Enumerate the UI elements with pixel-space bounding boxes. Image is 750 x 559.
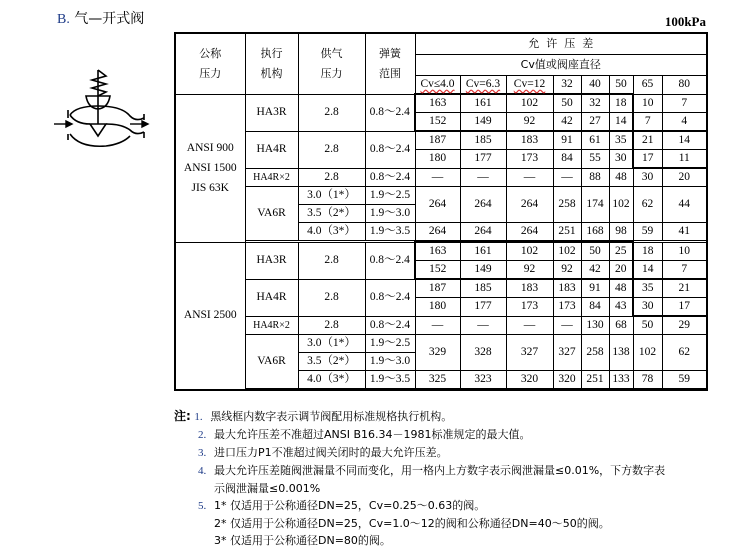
value-cell: 183 xyxy=(553,279,581,298)
value-cell: — xyxy=(460,168,506,187)
value-cell: 30 xyxy=(609,150,633,169)
value-cell: 264 xyxy=(415,187,460,223)
value-cell: 187 xyxy=(415,131,460,150)
cv-col-header: Cv≤4.0 xyxy=(415,76,460,95)
value-cell: 258 xyxy=(581,335,609,371)
value-cell: 323 xyxy=(460,371,506,389)
actuator-cell: HA4R×2 xyxy=(245,316,298,335)
value-cell: 264 xyxy=(506,187,553,223)
value-cell: 48 xyxy=(609,168,633,187)
value-cell: 328 xyxy=(460,335,506,371)
value-cell: 149 xyxy=(460,113,506,132)
table-row xyxy=(175,187,707,205)
note-3: 3. 进口压力P1不准超过阀关闭时的最大允许压差。 xyxy=(198,446,448,459)
value-cell: 14 xyxy=(609,113,633,132)
value-cell: 98 xyxy=(609,223,633,241)
value-cell: 50 xyxy=(633,316,662,335)
value-cell: 50 xyxy=(581,242,609,261)
value-cell: 185 xyxy=(460,131,506,150)
actuator-cell: HA3R xyxy=(245,94,298,131)
value-cell: 185 xyxy=(460,279,506,298)
note-1: 注: 1. 黑线框内数字表示调节阀配用标准规格执行机构。 xyxy=(174,409,453,423)
header-nominal-pressure: 公称 压力 xyxy=(175,33,245,94)
value-cell: 102 xyxy=(609,187,633,223)
table-row xyxy=(175,242,707,261)
value-cell: — xyxy=(415,316,460,335)
value-cell: 43 xyxy=(609,298,633,317)
unit-label: 100kPa xyxy=(664,14,706,29)
value-cell: 168 xyxy=(581,223,609,241)
value-cell: 180 xyxy=(415,298,460,317)
value-cell: 17 xyxy=(633,150,662,169)
value-cell: — xyxy=(415,168,460,187)
value-cell: 187 xyxy=(415,279,460,298)
value-cell: 251 xyxy=(553,223,581,241)
value-cell: 48 xyxy=(609,279,633,298)
value-cell: 11 xyxy=(662,150,707,169)
supply-cell: 3.0（1*） xyxy=(298,335,365,353)
actuator-cell: HA4R×2 xyxy=(245,168,298,187)
value-cell: 329 xyxy=(415,335,460,371)
value-cell: 88 xyxy=(581,168,609,187)
note-4-continuation: 示阀泄漏量≤0.001% xyxy=(214,482,321,495)
supply-cell: 3.5（2*） xyxy=(298,205,365,223)
value-cell: 177 xyxy=(460,298,506,317)
supply-cell: 2.8 xyxy=(298,279,365,316)
actuator-cell: HA4R xyxy=(245,131,298,168)
value-cell: 102 xyxy=(553,242,581,261)
value-cell: 20 xyxy=(609,261,633,280)
allowable-pressure-table xyxy=(174,32,708,391)
spring-cell: 0.8～2.4 xyxy=(365,316,415,335)
spring-cell: 0.8～2.4 xyxy=(365,94,415,131)
value-cell: 251 xyxy=(581,371,609,389)
value-cell: 152 xyxy=(415,261,460,280)
header-allowable-dp: 允 许 压 差 xyxy=(415,33,707,55)
value-cell: 4 xyxy=(662,113,707,132)
table-row xyxy=(175,131,707,150)
spring-cell: 1.9～2.5 xyxy=(365,335,415,353)
actuator-cell: VA6R xyxy=(245,335,298,389)
note-4: 4. 最大允许压差随阀泄漏量不同而变化，用一格内上方数字表示阀泄漏量≤0.01%，下方数字表 xyxy=(198,464,666,477)
value-cell: 84 xyxy=(581,298,609,317)
value-cell: 163 xyxy=(415,94,460,113)
supply-cell: 3.0（1*） xyxy=(298,187,365,205)
value-cell: 59 xyxy=(633,223,662,241)
value-cell: 133 xyxy=(609,371,633,389)
header-supply-pressure: 供气 压力 xyxy=(298,33,365,94)
actuator-cell: HA3R xyxy=(245,242,298,279)
value-cell: 92 xyxy=(553,261,581,280)
value-cell: 163 xyxy=(415,242,460,261)
value-cell: 174 xyxy=(581,187,609,223)
value-cell: 91 xyxy=(553,131,581,150)
value-cell: 264 xyxy=(506,223,553,241)
value-cell: — xyxy=(506,316,553,335)
notes-section xyxy=(174,408,665,549)
value-cell: 30 xyxy=(633,168,662,187)
value-cell: 320 xyxy=(553,371,581,389)
value-cell: 102 xyxy=(506,242,553,261)
value-cell: 7 xyxy=(633,113,662,132)
spring-cell: 1.9～3.0 xyxy=(365,205,415,223)
value-cell: 10 xyxy=(662,242,707,261)
value-cell: 18 xyxy=(633,242,662,261)
value-cell: 183 xyxy=(506,131,553,150)
value-cell: 17 xyxy=(662,298,707,317)
value-cell: 183 xyxy=(506,279,553,298)
cv-col-header: 80 xyxy=(662,76,707,95)
note-5-sub-3: 3* 仅适用于公称通径DN=80的阀。 xyxy=(214,534,391,547)
value-cell: 264 xyxy=(415,223,460,241)
air-to-open-valve-symbol-icon xyxy=(50,66,150,156)
value-cell: 21 xyxy=(662,279,707,298)
value-cell: 41 xyxy=(662,223,707,241)
supply-cell: 4.0（3*） xyxy=(298,223,365,241)
value-cell: 50 xyxy=(553,94,581,113)
value-cell: 102 xyxy=(506,94,553,113)
value-cell: 327 xyxy=(506,335,553,371)
actuator-cell: HA4R xyxy=(245,279,298,316)
spring-cell: 0.8～2.4 xyxy=(365,168,415,187)
value-cell: 10 xyxy=(633,94,662,113)
actuator-cell: VA6R xyxy=(245,187,298,241)
value-cell: 20 xyxy=(662,168,707,187)
nominal-pressure-cell: ANSI 2500 xyxy=(175,242,245,390)
table-row xyxy=(175,94,707,113)
value-cell: 92 xyxy=(506,113,553,132)
value-cell: 61 xyxy=(581,131,609,150)
value-cell: 35 xyxy=(633,279,662,298)
value-cell: 173 xyxy=(553,298,581,317)
table-row xyxy=(175,168,707,187)
value-cell: 78 xyxy=(633,371,662,389)
value-cell: — xyxy=(506,168,553,187)
value-cell: 42 xyxy=(553,113,581,132)
value-cell: 55 xyxy=(581,150,609,169)
spring-cell: 0.8～2.4 xyxy=(365,242,415,279)
header-cv-or-seat: Cv值或阀座直径 xyxy=(415,55,707,76)
nominal-pressure-cell: ANSI 900 ANSI 1500 JIS 63K xyxy=(175,94,245,242)
supply-cell: 4.0（3*） xyxy=(298,371,365,389)
supply-cell: 2.8 xyxy=(298,94,365,131)
value-cell: 161 xyxy=(460,94,506,113)
cv-col-header: 50 xyxy=(609,76,633,95)
value-cell: — xyxy=(553,316,581,335)
value-cell: — xyxy=(553,168,581,187)
value-cell: 68 xyxy=(609,316,633,335)
value-cell: 30 xyxy=(633,298,662,317)
value-cell: 327 xyxy=(553,335,581,371)
value-cell: 91 xyxy=(581,279,609,298)
cv-col-header: Cv=6.3 xyxy=(460,76,506,95)
value-cell: 7 xyxy=(662,94,707,113)
value-cell: 7 xyxy=(662,261,707,280)
header-actuator: 执行 机构 xyxy=(245,33,298,94)
value-cell: 325 xyxy=(415,371,460,389)
value-cell: 25 xyxy=(609,242,633,261)
spring-cell: 1.9～3.0 xyxy=(365,353,415,371)
supply-cell: 2.8 xyxy=(298,316,365,335)
cv-col-header: Cv=12 xyxy=(506,76,553,95)
value-cell: 62 xyxy=(662,335,707,371)
value-cell: 173 xyxy=(506,150,553,169)
value-cell: 264 xyxy=(460,187,506,223)
cv-col-header: 32 xyxy=(553,76,581,95)
value-cell: 258 xyxy=(553,187,581,223)
table-row xyxy=(175,335,707,353)
supply-cell: 3.5（2*） xyxy=(298,353,365,371)
spring-cell: 1.9～3.5 xyxy=(365,371,415,389)
value-cell: 92 xyxy=(506,261,553,280)
value-cell: 18 xyxy=(609,94,633,113)
value-cell: 44 xyxy=(662,187,707,223)
value-cell: 29 xyxy=(662,316,707,335)
value-cell: 14 xyxy=(633,261,662,280)
table-row xyxy=(175,279,707,298)
value-cell: 62 xyxy=(633,187,662,223)
spring-cell: 0.8～2.4 xyxy=(365,279,415,316)
spring-cell: 1.9～3.5 xyxy=(365,223,415,241)
section-letter: B. xyxy=(57,12,70,27)
value-cell: 42 xyxy=(581,261,609,280)
value-cell: 177 xyxy=(460,150,506,169)
note-2: 2. 最大允许压差不准超过ANSI B16.34－1981标准规定的最大值。 xyxy=(198,428,531,441)
cv-col-header: 65 xyxy=(633,76,662,95)
supply-cell: 2.8 xyxy=(298,168,365,187)
value-cell: 32 xyxy=(581,94,609,113)
value-cell: — xyxy=(460,316,506,335)
cv-col-header: 40 xyxy=(581,76,609,95)
spring-cell: 1.9～2.5 xyxy=(365,187,415,205)
notes-label: 注: xyxy=(174,409,191,423)
supply-cell: 2.8 xyxy=(298,242,365,279)
value-cell: 130 xyxy=(581,316,609,335)
header-spring-range: 弹簧 范围 xyxy=(365,33,415,94)
value-cell: 35 xyxy=(609,131,633,150)
section-title-text: 气—开式阀 xyxy=(74,11,145,27)
note-5-sub-2: 2* 仅适用于公称通径DN=25，Cv=1.0～12的阀和公称通径DN=40～50的阀。 xyxy=(214,517,610,530)
value-cell: 161 xyxy=(460,242,506,261)
spring-cell: 0.8～2.4 xyxy=(365,131,415,168)
value-cell: 14 xyxy=(662,131,707,150)
value-cell: 152 xyxy=(415,113,460,132)
section-title xyxy=(57,8,144,28)
value-cell: 102 xyxy=(633,335,662,371)
value-cell: 27 xyxy=(581,113,609,132)
value-cell: 320 xyxy=(506,371,553,389)
value-cell: 84 xyxy=(553,150,581,169)
note-5: 5. 1* 仅适用于公称通径DN=25，Cv=0.25～0.63的阀。 xyxy=(198,499,486,512)
value-cell: 138 xyxy=(609,335,633,371)
value-cell: 59 xyxy=(662,371,707,389)
value-cell: 264 xyxy=(460,223,506,241)
table-row xyxy=(175,316,707,335)
value-cell: 21 xyxy=(633,131,662,150)
value-cell: 180 xyxy=(415,150,460,169)
value-cell: 149 xyxy=(460,261,506,280)
supply-cell: 2.8 xyxy=(298,131,365,168)
value-cell: 173 xyxy=(506,298,553,317)
